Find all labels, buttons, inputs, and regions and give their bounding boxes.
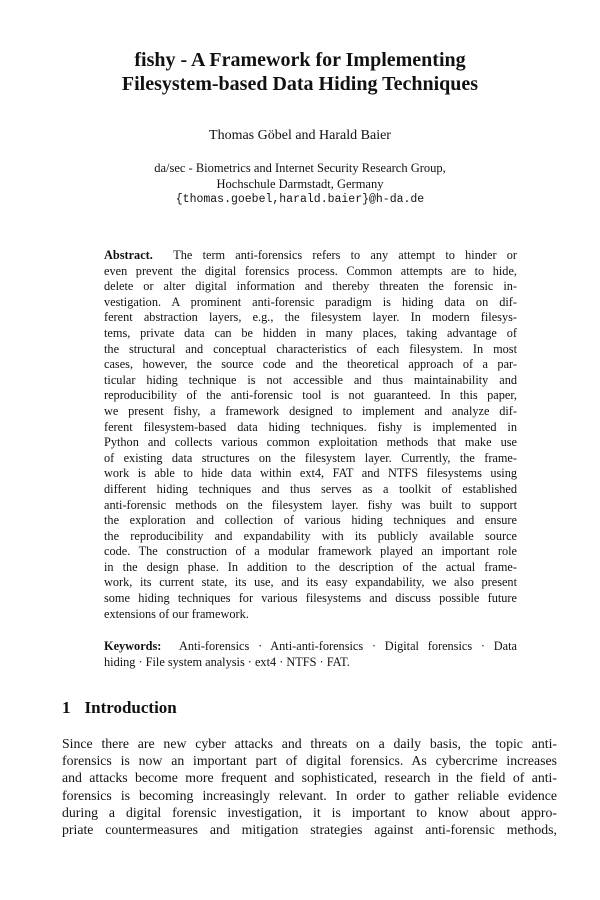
abstract-line: work, its current state, its use, and its easy expandability, we also present	[104, 575, 517, 590]
keywords-line-1	[104, 639, 517, 655]
affiliation-line-1: da/sec - Biometrics and Internet Security Research Group,	[154, 161, 446, 175]
abstract-line: reproducibility of the anti-forensic tool is not guaranteed. In this paper,	[104, 388, 517, 403]
abstract-line: extensions of our framework.	[104, 606, 249, 621]
abstract-line: ferent filesystem-based data hiding techniques. fishy is implemented in	[104, 419, 517, 434]
keywords-heading: Keywords:	[104, 639, 162, 653]
abstract-line	[104, 248, 517, 264]
abstract-line: code. The construction of a modular framework played an important role	[104, 544, 517, 559]
affiliation	[0, 160, 600, 208]
author-email: {thomas.goebel,harald.baier}@h-da.de	[175, 193, 425, 206]
abstract-line: work is able to hide data within ext4, FAT and NTFS filesystems using	[104, 466, 517, 481]
abstract-line: even prevent the digital forensics process. Common attempts are to hide,	[104, 263, 517, 278]
abstract-line: vestigation. A prominent anti-forensic paradigm is hiding data on dif-	[104, 294, 517, 309]
title-line-2: Filesystem-based Data Hiding Techniques	[121, 73, 479, 95]
intro-paragraph	[62, 735, 557, 838]
keywords-text-1: Anti-forensics · Anti-anti-forensics · Digital forensics · Data	[178, 639, 517, 653]
abstract-line: the structural and conceptual characteristics of each filesystem. In most	[104, 341, 517, 356]
abstract-line: anti-forensic methods on the filesystem layer. fishy was built to support	[104, 497, 517, 512]
intro-line: during a digital forensic investigation, it is important to know about appro-	[62, 804, 557, 820]
abstract-line: in the design phase. In addition to the description of the actual frame-	[104, 559, 517, 574]
intro-line: Since there are new cyber attacks and threats on a daily basis, the topic anti-	[62, 736, 557, 751]
abstract-line: different hiding techniques and thus serves as a toolkit of established	[104, 481, 517, 496]
section-title: Introduction	[84, 698, 177, 717]
intro-line: and attacks become more frequent and sophisticated, research in the field of anti-	[62, 770, 557, 786]
keywords	[104, 639, 517, 670]
abstract-line-text: The term anti-forensics refers to any attempt to hinder or	[173, 248, 518, 262]
abstract-line: cases, however, the source code and the theoretical approach of a par-	[104, 357, 517, 372]
abstract-line: the exploration and collection of various hiding techniques and ensure	[104, 513, 517, 528]
abstract-line: tems, private data can be hidden in many places, taking advantage of	[104, 325, 517, 340]
abstract-line: the reproducibility and expandability with its publicly available source	[104, 528, 517, 543]
abstract-line: we present fishy, a framework designed to implement and analyze dif-	[104, 403, 517, 418]
affiliation-line-2: Hochschule Darmstadt, Germany	[216, 177, 384, 191]
abstract	[104, 248, 517, 622]
keywords-line-2: hiding · File system analysis · ext4 · NTFS · FAT.	[104, 654, 350, 669]
abstract-line: Python and collects various common exploitation methods that make use	[104, 435, 517, 450]
section-number: 1	[62, 698, 71, 717]
abstract-line: ticular hiding technique is not accessible and thus maintainability and	[104, 372, 517, 387]
paper-title	[0, 48, 600, 96]
section-heading	[62, 698, 177, 718]
intro-line: priate countermeasures and mitigation strategies against anti-forensic methods,	[62, 821, 557, 837]
abstract-line: some hiding techniques for various filesystems and discuss possible future	[104, 591, 517, 606]
intro-line: forensics is becoming increasingly relevant. In order to gather reliable evidence	[62, 787, 557, 803]
abstract-line: of existing data structures on the filesystem layer. Currently, the frame-	[104, 450, 517, 465]
abstract-line: ferent abstraction layers, e.g., the filesystem layer. In modern filesys-	[104, 310, 517, 325]
abstract-heading: Abstract.	[104, 248, 153, 262]
author-list: Thomas Göbel and Harald Baier	[209, 128, 391, 143]
title-line-1: fishy - A Framework for Implementing	[134, 49, 466, 71]
intro-line: forensics is now an important part of digital forensics. As cybercrime increases	[62, 753, 557, 769]
abstract-line: delete or alter digital information and thereby threaten the forensic in-	[104, 279, 517, 294]
